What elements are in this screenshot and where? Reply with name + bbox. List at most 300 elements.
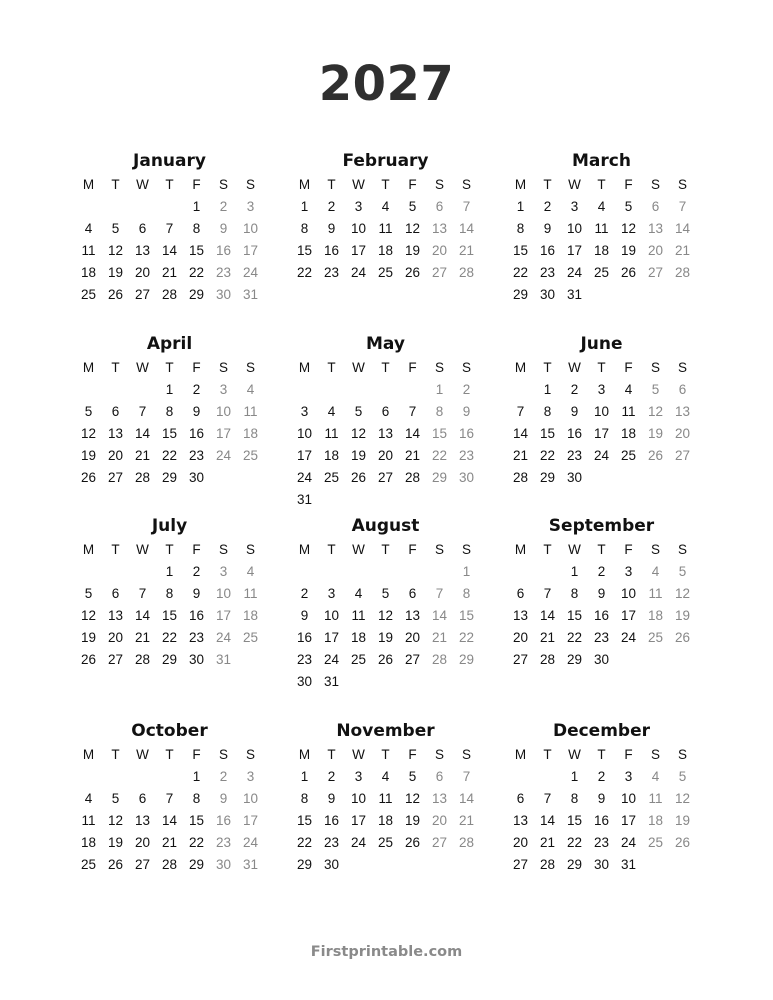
day-cell: 22 — [161, 630, 178, 645]
day-cell: 22 — [188, 265, 205, 280]
day-cell: 8 — [192, 221, 201, 236]
day-cell: 1 — [462, 564, 471, 579]
week-row — [507, 832, 696, 854]
empty-day-cell — [156, 766, 183, 788]
weekday-header: S — [218, 177, 228, 192]
day-cell: 29 — [188, 857, 205, 872]
day-cell: 16 — [566, 426, 583, 441]
empty-day-cell — [102, 766, 129, 788]
empty-day-cell — [426, 671, 453, 693]
day-cell: 20 — [134, 835, 151, 850]
day-cell: 24 — [323, 652, 340, 667]
day-cell: 10 — [566, 221, 583, 236]
weekday-header-row — [291, 174, 480, 196]
day-cell: 21 — [431, 630, 448, 645]
day-cell: 7 — [678, 199, 687, 214]
weekday-header-row — [75, 174, 264, 196]
day-cell: 18 — [242, 426, 259, 441]
month-january — [75, 148, 264, 306]
month-name: November — [336, 721, 435, 741]
day-cell: 28 — [404, 470, 421, 485]
day-cell: 7 — [516, 404, 525, 419]
day-cell: 15 — [539, 426, 556, 441]
day-cell: 11 — [378, 791, 393, 806]
weekday-header: S — [434, 360, 444, 375]
day-cell: 12 — [620, 221, 637, 236]
month-march — [507, 148, 696, 306]
weekday-header: S — [245, 542, 255, 557]
week-row — [75, 854, 264, 876]
weekday-header: T — [165, 747, 174, 762]
month-august — [291, 513, 480, 693]
day-cell: 21 — [674, 243, 691, 258]
day-cell: 28 — [431, 652, 448, 667]
day-cell: 31 — [242, 287, 259, 302]
empty-day-cell — [453, 854, 480, 876]
weekday-header: F — [624, 747, 633, 762]
weekday-header: S — [434, 747, 444, 762]
week-row — [507, 284, 696, 306]
weekday-header: W — [352, 747, 365, 762]
day-cell: 17 — [620, 608, 637, 623]
weekday-header: W — [568, 542, 581, 557]
day-cell: 11 — [621, 404, 636, 419]
day-cell: 24 — [296, 470, 313, 485]
day-cell: 20 — [647, 243, 664, 258]
day-cell: 31 — [566, 287, 583, 302]
week-row — [507, 240, 696, 262]
weekday-header: T — [165, 177, 174, 192]
day-cell: 18 — [323, 448, 340, 463]
day-cell: 31 — [242, 857, 259, 872]
day-cell: 19 — [404, 813, 421, 828]
day-cell: 7 — [408, 404, 417, 419]
day-cell: 1 — [435, 382, 444, 397]
weekday-header: F — [192, 177, 201, 192]
day-cell: 30 — [458, 470, 475, 485]
day-cell: 19 — [404, 243, 421, 258]
day-cell: 16 — [215, 243, 232, 258]
week-row — [507, 627, 696, 649]
day-cell: 12 — [404, 791, 421, 806]
weekday-header: W — [352, 177, 365, 192]
day-cell: 4 — [651, 564, 660, 579]
day-cell: 10 — [242, 221, 259, 236]
empty-day-cell — [399, 489, 426, 511]
day-cell: 15 — [458, 608, 475, 623]
day-cell: 18 — [377, 243, 394, 258]
day-cell: 14 — [134, 608, 151, 623]
month-october — [75, 718, 264, 876]
empty-day-cell — [345, 489, 372, 511]
weekday-header: T — [327, 360, 336, 375]
weekday-header: T — [381, 542, 390, 557]
week-row — [75, 832, 264, 854]
day-cell: 26 — [107, 857, 124, 872]
day-cell: 4 — [624, 382, 633, 397]
empty-day-cell — [345, 561, 372, 583]
day-cell: 3 — [570, 199, 579, 214]
day-cell: 17 — [323, 630, 340, 645]
day-cell: 18 — [647, 608, 664, 623]
day-cell: 28 — [161, 287, 178, 302]
day-cell: 28 — [539, 652, 556, 667]
weekday-header: W — [136, 360, 149, 375]
weekday-header: S — [677, 177, 687, 192]
weekday-header: T — [597, 747, 606, 762]
empty-day-cell — [129, 196, 156, 218]
day-cell: 10 — [350, 221, 367, 236]
empty-day-cell — [426, 854, 453, 876]
day-cell: 26 — [107, 287, 124, 302]
day-cell: 14 — [458, 791, 475, 806]
day-cell: 13 — [107, 426, 124, 441]
month-name: September — [548, 516, 655, 536]
day-cell: 12 — [80, 426, 97, 441]
day-cell: 22 — [188, 835, 205, 850]
day-cell: 29 — [188, 287, 205, 302]
day-cell: 8 — [300, 791, 309, 806]
week-row — [75, 561, 264, 583]
day-cell: 18 — [80, 835, 97, 850]
empty-day-cell — [669, 467, 696, 489]
empty-day-cell — [75, 196, 102, 218]
day-cell: 22 — [458, 630, 475, 645]
weekday-header: W — [568, 360, 581, 375]
week-row — [75, 445, 264, 467]
week-row — [75, 605, 264, 627]
weekday-header: S — [677, 542, 687, 557]
empty-day-cell — [399, 671, 426, 693]
empty-day-cell — [75, 379, 102, 401]
day-cell: 24 — [242, 265, 259, 280]
week-row — [291, 561, 480, 583]
week-row — [291, 788, 480, 810]
day-cell: 20 — [107, 630, 124, 645]
empty-day-cell — [615, 649, 642, 671]
day-cell: 24 — [620, 835, 637, 850]
day-cell: 5 — [84, 586, 93, 601]
week-row — [291, 766, 480, 788]
day-cell: 3 — [219, 382, 228, 397]
day-cell: 15 — [431, 426, 448, 441]
weekday-header: F — [624, 542, 633, 557]
day-cell: 12 — [674, 791, 691, 806]
day-cell: 16 — [539, 243, 556, 258]
day-cell: 17 — [593, 426, 610, 441]
day-cell: 10 — [323, 608, 340, 623]
day-cell: 25 — [593, 265, 610, 280]
week-row — [75, 196, 264, 218]
day-cell: 2 — [597, 564, 606, 579]
week-row — [291, 467, 480, 489]
day-cell: 18 — [620, 426, 637, 441]
week-row — [507, 766, 696, 788]
day-cell: 14 — [512, 426, 529, 441]
empty-day-cell — [426, 489, 453, 511]
weekday-header: S — [218, 747, 228, 762]
week-row — [75, 627, 264, 649]
day-cell: 17 — [242, 243, 259, 258]
week-row — [75, 218, 264, 240]
day-cell: 15 — [296, 243, 313, 258]
day-cell: 14 — [161, 813, 178, 828]
day-cell: 10 — [620, 586, 637, 601]
weekday-header: T — [111, 542, 120, 557]
day-cell: 2 — [570, 382, 579, 397]
week-row — [291, 401, 480, 423]
weekday-header: M — [298, 177, 311, 192]
day-cell: 9 — [570, 404, 579, 419]
weekday-header: M — [298, 747, 311, 762]
week-row — [75, 284, 264, 306]
day-cell: 4 — [354, 586, 363, 601]
month-july — [75, 513, 264, 671]
week-row — [75, 401, 264, 423]
empty-day-cell — [345, 379, 372, 401]
week-row — [291, 489, 480, 511]
day-cell: 5 — [408, 199, 417, 214]
day-cell: 26 — [80, 652, 97, 667]
empty-day-cell — [507, 561, 534, 583]
day-cell: 30 — [215, 857, 232, 872]
day-cell: 27 — [134, 287, 151, 302]
week-row — [291, 218, 480, 240]
day-cell: 27 — [431, 835, 448, 850]
day-cell: 16 — [593, 608, 610, 623]
day-cell: 23 — [593, 630, 610, 645]
day-cell: 10 — [296, 426, 313, 441]
day-cell: 11 — [243, 404, 258, 419]
weekday-header-row — [291, 357, 480, 379]
day-cell: 12 — [107, 813, 124, 828]
empty-day-cell — [156, 196, 183, 218]
weekday-header-row — [291, 539, 480, 561]
empty-day-cell — [345, 854, 372, 876]
day-cell: 21 — [161, 835, 178, 850]
week-row — [291, 262, 480, 284]
week-row — [75, 262, 264, 284]
week-row — [507, 605, 696, 627]
day-cell: 5 — [84, 404, 93, 419]
day-cell: 1 — [165, 382, 174, 397]
day-cell: 13 — [134, 243, 151, 258]
empty-day-cell — [507, 766, 534, 788]
day-cell: 10 — [593, 404, 610, 419]
day-cell: 20 — [512, 630, 529, 645]
weekday-header: T — [543, 360, 552, 375]
day-cell: 24 — [593, 448, 610, 463]
day-cell: 2 — [327, 769, 336, 784]
weekday-header: T — [327, 542, 336, 557]
day-cell: 24 — [350, 835, 367, 850]
weekday-header: T — [111, 177, 120, 192]
day-cell: 18 — [80, 265, 97, 280]
month-april — [75, 331, 264, 489]
empty-day-cell — [588, 467, 615, 489]
weekday-header: F — [408, 542, 417, 557]
empty-day-cell — [291, 561, 318, 583]
weekday-header: M — [514, 360, 527, 375]
day-cell: 5 — [678, 769, 687, 784]
day-cell: 12 — [404, 221, 421, 236]
empty-day-cell — [426, 561, 453, 583]
day-cell: 25 — [323, 470, 340, 485]
week-row — [75, 810, 264, 832]
day-cell: 27 — [134, 857, 151, 872]
day-cell: 9 — [219, 221, 228, 236]
day-cell: 24 — [242, 835, 259, 850]
empty-day-cell — [642, 284, 669, 306]
month-may — [291, 331, 480, 511]
day-cell: 10 — [350, 791, 367, 806]
day-cell: 26 — [80, 470, 97, 485]
day-cell: 11 — [351, 608, 366, 623]
empty-day-cell — [372, 854, 399, 876]
empty-day-cell — [129, 379, 156, 401]
day-cell: 21 — [404, 448, 421, 463]
day-cell: 20 — [674, 426, 691, 441]
day-cell: 1 — [543, 382, 552, 397]
weekday-header: S — [218, 360, 228, 375]
weekday-header-row — [291, 744, 480, 766]
day-cell: 1 — [570, 769, 579, 784]
day-cell: 1 — [300, 199, 309, 214]
day-cell: 26 — [350, 470, 367, 485]
week-row — [291, 379, 480, 401]
week-row — [507, 649, 696, 671]
day-cell: 29 — [539, 470, 556, 485]
day-cell: 20 — [134, 265, 151, 280]
day-cell: 6 — [678, 382, 687, 397]
weekday-header: S — [650, 360, 660, 375]
day-cell: 1 — [165, 564, 174, 579]
month-november — [291, 718, 480, 876]
empty-day-cell — [453, 671, 480, 693]
day-cell: 12 — [647, 404, 664, 419]
empty-day-cell — [372, 489, 399, 511]
day-cell: 31 — [296, 492, 313, 507]
week-row — [291, 649, 480, 671]
day-cell: 6 — [138, 221, 147, 236]
day-cell: 17 — [296, 448, 313, 463]
day-cell: 9 — [300, 608, 309, 623]
weekday-header: S — [434, 177, 444, 192]
week-row — [291, 832, 480, 854]
week-row — [507, 854, 696, 876]
week-row — [507, 379, 696, 401]
week-row — [75, 583, 264, 605]
weekday-header: T — [597, 542, 606, 557]
day-cell: 25 — [350, 652, 367, 667]
week-row — [291, 627, 480, 649]
day-cell: 15 — [566, 608, 583, 623]
day-cell: 27 — [512, 857, 529, 872]
day-cell: 8 — [165, 404, 174, 419]
week-row — [507, 788, 696, 810]
day-cell: 9 — [219, 791, 228, 806]
day-cell: 11 — [81, 813, 96, 828]
weekday-header: M — [82, 177, 95, 192]
day-cell: 4 — [381, 769, 390, 784]
day-cell: 8 — [435, 404, 444, 419]
weekday-header: S — [677, 360, 687, 375]
day-cell: 22 — [161, 448, 178, 463]
week-row — [507, 401, 696, 423]
week-row — [507, 196, 696, 218]
week-row — [507, 467, 696, 489]
day-cell: 7 — [543, 586, 552, 601]
week-row — [291, 445, 480, 467]
week-row — [75, 240, 264, 262]
month-name: March — [572, 151, 631, 171]
day-cell: 4 — [246, 382, 255, 397]
day-cell: 17 — [242, 813, 259, 828]
day-cell: 31 — [215, 652, 232, 667]
empty-day-cell — [615, 284, 642, 306]
weekday-header: T — [381, 360, 390, 375]
day-cell: 14 — [539, 608, 556, 623]
day-cell: 16 — [323, 243, 340, 258]
empty-day-cell — [399, 854, 426, 876]
day-cell: 9 — [327, 221, 336, 236]
day-cell: 11 — [648, 586, 663, 601]
day-cell: 30 — [593, 652, 610, 667]
day-cell: 4 — [84, 791, 93, 806]
weekday-header: T — [543, 542, 552, 557]
empty-day-cell — [318, 561, 345, 583]
day-cell: 19 — [620, 243, 637, 258]
empty-day-cell — [669, 284, 696, 306]
weekday-header: W — [352, 360, 365, 375]
day-cell: 21 — [539, 835, 556, 850]
weekday-header: M — [82, 747, 95, 762]
day-cell: 8 — [570, 791, 579, 806]
day-cell: 25 — [377, 265, 394, 280]
day-cell: 27 — [107, 470, 124, 485]
day-cell: 10 — [620, 791, 637, 806]
day-cell: 6 — [111, 586, 120, 601]
day-cell: 26 — [404, 265, 421, 280]
day-cell: 15 — [188, 813, 205, 828]
day-cell: 19 — [107, 265, 124, 280]
day-cell: 12 — [674, 586, 691, 601]
week-row — [75, 788, 264, 810]
week-row — [291, 196, 480, 218]
day-cell: 14 — [539, 813, 556, 828]
day-cell: 16 — [188, 426, 205, 441]
weekday-header: T — [381, 177, 390, 192]
day-cell: 26 — [620, 265, 637, 280]
weekday-header: T — [111, 747, 120, 762]
day-cell: 13 — [512, 813, 529, 828]
day-cell: 14 — [161, 243, 178, 258]
day-cell: 23 — [593, 835, 610, 850]
day-cell: 18 — [350, 630, 367, 645]
weekday-header: M — [514, 747, 527, 762]
weekday-header: F — [624, 360, 633, 375]
weekday-header: M — [298, 542, 311, 557]
day-cell: 16 — [215, 813, 232, 828]
day-cell: 23 — [296, 652, 313, 667]
day-cell: 11 — [243, 586, 258, 601]
day-cell: 8 — [516, 221, 525, 236]
day-cell: 14 — [134, 426, 151, 441]
day-cell: 20 — [377, 448, 394, 463]
weekday-header: F — [408, 747, 417, 762]
day-cell: 19 — [647, 426, 664, 441]
weekday-header: T — [597, 177, 606, 192]
